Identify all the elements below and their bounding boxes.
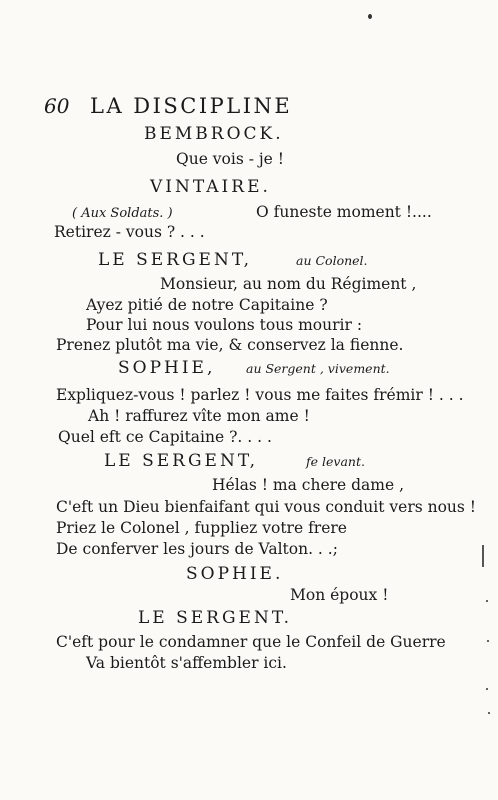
speaker-le-sergent: LE SERGENT. xyxy=(138,608,293,628)
ink-speck xyxy=(487,640,489,642)
dialogue-line: Quel eft ce Capitaine ?. . . . xyxy=(58,428,272,446)
stage-direction: au Sergent , vivement. xyxy=(246,361,390,376)
dialogue-line: Expliquez-vous ! parlez ! vous me faites frémir ! . . . xyxy=(56,386,464,404)
dialogue-line: C'eft pour le condamner que le Confeil de Guerre xyxy=(56,633,446,651)
dialogue-line: Pour lui nous voulons tous mourir : xyxy=(86,316,363,334)
stage-direction: au Colonel. xyxy=(296,253,368,268)
page-number: 60 xyxy=(44,94,70,118)
dialogue-line: De conferver les jours de Valton. . .; xyxy=(56,540,338,558)
page-edge-mark xyxy=(482,545,484,567)
dialogue-line: O funeste moment !.... xyxy=(256,203,432,221)
dialogue-line: Ah ! raffurez vîte mon ame ! xyxy=(88,407,310,425)
speaker-le-sergent: LE SERGENT, xyxy=(104,451,259,471)
speaker-le-sergent: LE SERGENT, xyxy=(98,250,253,270)
stage-direction: fe levant. xyxy=(306,454,365,469)
dialogue-line: Prenez plutôt ma vie, & conservez la fienne. xyxy=(56,336,404,354)
stage-direction: ( Aux Soldats. ) xyxy=(72,206,173,221)
dialogue-line: Va bientôt s'affembler ici. xyxy=(86,654,287,672)
dialogue-line: Hélas ! ma chere dame , xyxy=(212,476,405,494)
speaker-bembrock: BEMBROCK. xyxy=(144,124,284,144)
ink-speck xyxy=(486,600,488,602)
ink-speck xyxy=(486,688,488,690)
dialogue-line: Mon époux ! xyxy=(290,586,389,604)
speaker-sophie: SOPHIE, xyxy=(118,358,216,378)
speaker-sophie: SOPHIE. xyxy=(186,564,284,584)
dialogue-line: C'eft un Dieu bienfaifant qui vous conduit vers nous ! xyxy=(56,498,477,516)
dialogue-line: Monsieur, au nom du Régiment , xyxy=(160,275,417,293)
dialogue-line: Ayez pitié de notre Capitaine ? xyxy=(86,296,328,314)
dialogue-line: Retirez - vous ? . . . xyxy=(54,223,205,241)
ink-speck xyxy=(488,712,490,714)
running-head: LA DISCIPLINE xyxy=(90,94,293,118)
ink-speck xyxy=(368,14,372,19)
dialogue-line: Priez le Colonel , fuppliez votre frere xyxy=(56,519,347,537)
speaker-vintaire: VINTAIRE. xyxy=(150,177,271,197)
dialogue-line: Que vois - je ! xyxy=(176,150,285,168)
